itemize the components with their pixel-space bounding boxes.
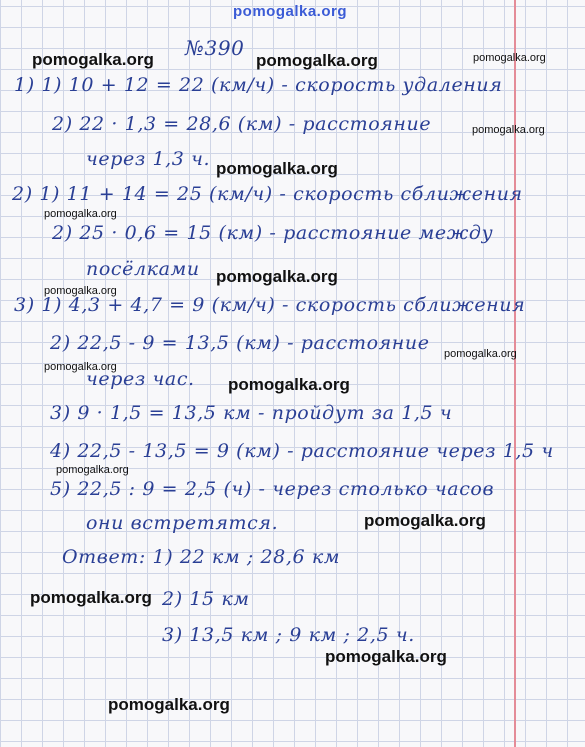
solution-line: 1) 1) 10 + 12 = 22 (км/ч) - скорость удаления: [14, 74, 503, 96]
site-watermark: pomogalka.org: [32, 50, 154, 69]
site-watermark: pomogalka.org: [473, 52, 546, 64]
site-watermark: pomogalka.org: [108, 695, 230, 714]
problem-number: №390: [185, 36, 245, 60]
solution-line: 5) 22,5 : 9 = 2,5 (ч) - через столько часов: [50, 478, 495, 500]
site-watermark: pomogalka.org: [44, 285, 117, 297]
margin-line: [514, 0, 516, 747]
site-watermark: pomogalka.org: [216, 159, 338, 178]
site-watermark-top: pomogalka.org: [233, 3, 348, 20]
site-watermark: pomogalka.org: [364, 511, 486, 530]
site-watermark: pomogalka.org: [256, 51, 378, 70]
solution-line: они встретятся.: [86, 512, 279, 534]
site-watermark: pomogalka.org: [228, 375, 350, 394]
site-watermark: pomogalka.org: [216, 267, 338, 286]
site-watermark: pomogalka.org: [56, 464, 129, 476]
site-watermark: pomogalka.org: [44, 208, 117, 220]
answer-line: Ответ: 1) 22 км ; 28,6 км: [62, 546, 341, 568]
site-watermark: pomogalka.org: [44, 361, 117, 373]
solution-line: 3) 1) 4,3 + 4,7 = 9 (км/ч) - скорость сближения: [14, 294, 526, 316]
solution-line: 3) 9 · 1,5 = 13,5 км - пройдут за 1,5 ч: [50, 402, 453, 424]
solution-line: через 1,3 ч.: [86, 148, 211, 170]
solution-line: 2) 25 · 0,6 = 15 (км) - расстояние между: [52, 222, 494, 244]
answer-line: 3) 13,5 км ; 9 км ; 2,5 ч.: [162, 624, 415, 646]
site-watermark: pomogalka.org: [472, 124, 545, 136]
site-watermark: pomogalka.org: [325, 647, 447, 666]
answer-line: 2) 15 км: [162, 588, 250, 610]
solution-line: 2) 22,5 - 9 = 13,5 (км) - расстояние: [50, 332, 430, 354]
site-watermark: pomogalka.org: [30, 588, 152, 607]
solution-line: 4) 22,5 - 13,5 = 9 (км) - расстояние через 1,5 ч: [50, 440, 554, 462]
solution-line: 2) 1) 11 + 14 = 25 (км/ч) - скорость сближения: [12, 183, 523, 205]
solution-line: посёлками: [86, 258, 200, 280]
solution-line: через час.: [86, 368, 195, 390]
solution-line: 2) 22 · 1,3 = 28,6 (км) - расстояние: [52, 113, 432, 135]
site-watermark: pomogalka.org: [444, 348, 517, 360]
